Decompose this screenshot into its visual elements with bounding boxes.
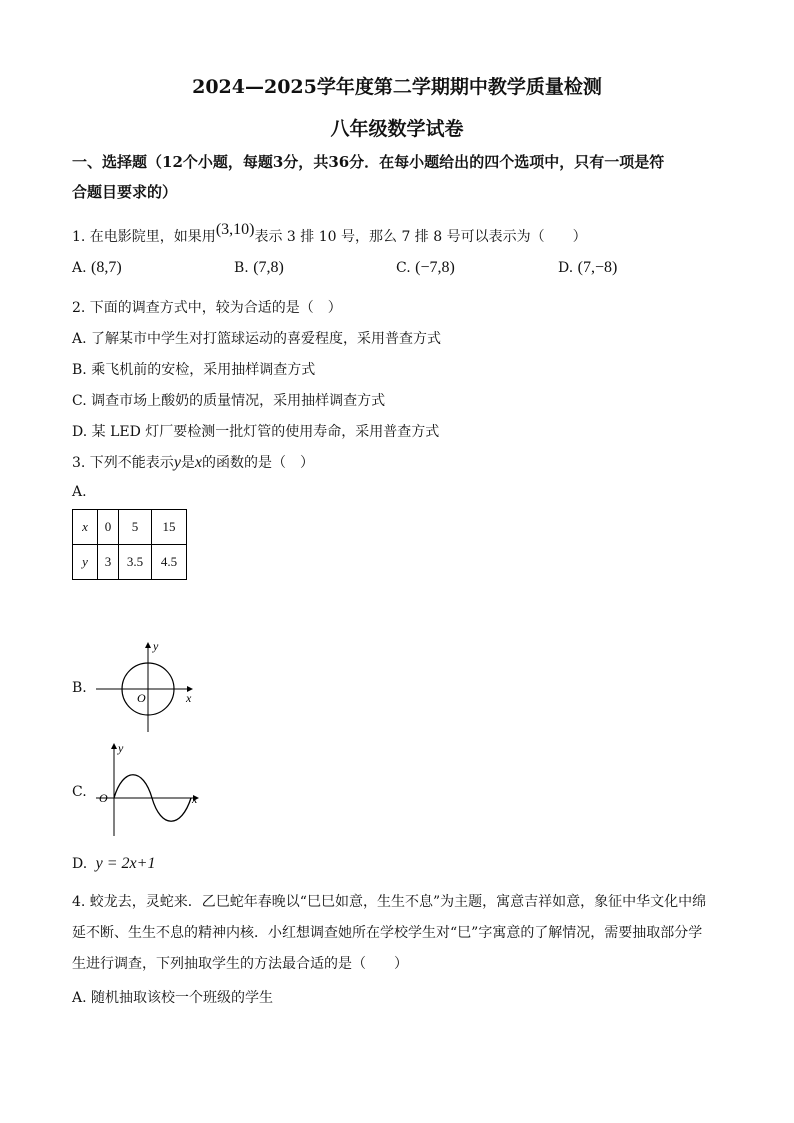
q4-option-a: A. 随机抽取该校一个班级的学生 xyxy=(72,990,274,1006)
q3-option-a-label: A. xyxy=(72,484,87,500)
option-label: C. xyxy=(396,260,411,276)
q3-option-b-label: B. xyxy=(72,680,87,696)
question-3-stem xyxy=(72,452,314,472)
y-axis-label: y xyxy=(118,741,124,755)
option-value: (7,8) xyxy=(253,259,284,276)
question-4-line3: 生进行调查，下列抽取学生的方法最合适的是（ ） xyxy=(72,956,408,972)
q2-option-d: D. 某 LED 灯厂要检测一批灯管的使用寿命，采用普查方式 xyxy=(72,424,440,440)
exam-title: 2024—2025学年度第二学期期中教学质量检测 xyxy=(192,76,602,98)
q1-option-b xyxy=(234,259,284,277)
q3-option-d xyxy=(72,855,155,873)
q1-option-c xyxy=(396,259,455,277)
table-cell: y xyxy=(73,545,98,580)
q1-option-a xyxy=(72,259,122,277)
q3-option-c-label: C. xyxy=(72,784,87,800)
q3-stem-mid: 是 xyxy=(180,455,195,471)
table-row xyxy=(73,510,187,545)
origin-label: O xyxy=(137,691,146,705)
question-4-line1: 4. 蛟龙去，灵蛇来．乙巳蛇年春晚以“巳巳如意，生生不息”为主题，寓意吉祥如意，象征中华文化中绵 xyxy=(72,894,707,910)
option-value: (8,7) xyxy=(91,259,122,276)
option-label: B. xyxy=(234,260,249,276)
q3-stem-pre: 3. 下列不能表示 xyxy=(72,455,174,471)
option-value: (7,−8) xyxy=(577,259,618,276)
y-axis-label: y xyxy=(153,639,159,653)
question-2-stem: 2. 下面的调查方式中，较为合适的是（ ） xyxy=(72,300,342,316)
option-value: (−7,8) xyxy=(415,259,455,276)
table-cell: 3 xyxy=(98,545,119,580)
q1-coord: (3,10) xyxy=(215,221,255,238)
q3-stem-post: 的函数的是（ ） xyxy=(202,455,315,471)
q3-wave-graph xyxy=(94,740,206,838)
x-axis-label: x xyxy=(186,691,192,705)
q2-option-b: B. 乘飞机前的安检，采用抽样调查方式 xyxy=(72,362,316,378)
table-cell: 15 xyxy=(152,510,187,545)
x-axis-label: x xyxy=(192,792,198,806)
q3-value-table xyxy=(72,509,187,580)
q1-stem-post: 表示 3 排 10 号，那么 7 排 8 号可以表示为（ ） xyxy=(254,229,587,245)
exam-subtitle: 八年级数学试卷 xyxy=(330,118,464,140)
option-label: A. xyxy=(72,260,87,276)
question-4-line2: 延不断、生生不息的精神内核．小红想调查她所在学校学生对“巳”字寓意的了解情况，需要抽取部分学 xyxy=(72,925,703,941)
option-label: D. xyxy=(72,856,88,872)
q3-option-d-formula: y = 2x+1 xyxy=(95,855,156,872)
q3-circle-graph xyxy=(94,638,204,734)
table-cell: 5 xyxy=(119,510,152,545)
q2-option-a: A. 了解某市中学生对打篮球运动的喜爱程度，采用普查方式 xyxy=(72,331,442,347)
q2-option-c: C. 调查市场上酸奶的质量情况，采用抽样调查方式 xyxy=(72,393,386,409)
q1-stem-pre: 1. 在电影院里，如果用 xyxy=(72,229,216,245)
q3-var-y: y xyxy=(173,454,181,471)
table-cell: 0 xyxy=(98,510,119,545)
origin-label: O xyxy=(99,791,108,805)
table-row xyxy=(73,545,187,580)
option-label: D. xyxy=(558,260,574,276)
q3-var-x: x xyxy=(194,454,203,471)
table-cell: x xyxy=(73,510,98,545)
table-cell: 4.5 xyxy=(152,545,187,580)
question-1-stem xyxy=(72,221,587,246)
table-cell: 3.5 xyxy=(119,545,152,580)
section-heading-line1: 一、选择题（12个小题，每题3分，共36分．在每小题给出的四个选项中，只有一项是符 xyxy=(72,153,665,171)
section-heading-line2: 合题目要求的） xyxy=(72,183,178,201)
q1-option-d xyxy=(558,259,617,277)
